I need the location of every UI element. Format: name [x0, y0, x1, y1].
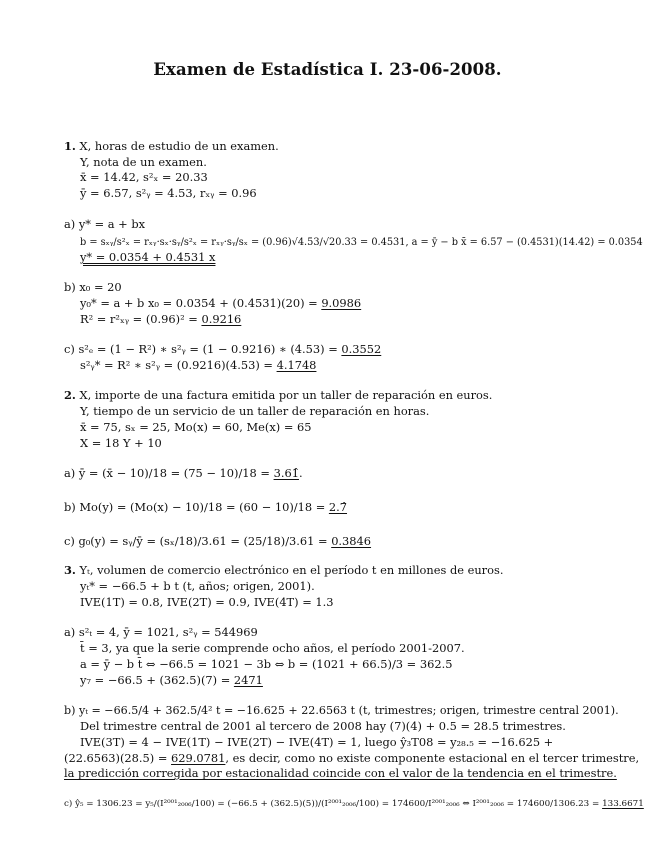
answer-line — [64, 466, 303, 481]
statement-line: x̄ = 14.42, s²ₓ = 20.33 — [80, 170, 208, 184]
equation-text: c) s²ₑ = (1 − R²) ∗ s²ᵧ = (1 − 0.9216) ∗ (4.53) = — [64, 342, 342, 356]
problem-number: 3. — [64, 563, 76, 577]
answer-line — [64, 342, 381, 357]
equation-text: c) g₀(y) = sᵧ/ȳ = (sₓ/18)/3.61 = (25/18)/3.61 = — [64, 534, 332, 548]
statement-line: Y, nota de un examen. — [80, 155, 207, 169]
final-answer: 2471 — [233, 673, 263, 687]
answer-line: IVE(3T) = 4 − IVE(1T) − IVE(2T) − IVE(4T) = 1, luego ŷ₃T08 = y₂₈.₅ = −16.625 + — [80, 735, 554, 749]
equation-text: (22.6563)(28.5) = — [64, 751, 172, 765]
answer-line — [64, 500, 347, 515]
final-answer: 4.1748 — [276, 358, 317, 372]
equation-text: s²ᵧ* = R² ∗ s²ᵧ = (0.9216)(4.53) = — [80, 358, 277, 372]
answer-line — [80, 296, 361, 311]
answer-line: a = ȳ − b t̄ ⇔ −66.5 = 1021 − 3b ⇔ b = (1021 + 66.5)/3 = 362.5 — [80, 657, 453, 671]
equation-text: , es decir, como no existe componente estacional en el tercer trimestre, — [225, 751, 640, 765]
statement-line: IVE(1T) = 0.8, IVE(2T) = 0.9, IVE(4T) = 1.3 — [80, 595, 334, 609]
statement-line: X, importe de una factura emitida por un taller de reparación en euros. — [79, 388, 493, 402]
statement-line: yₜ* = −66.5 + b t (t, años; origen, 2001). — [80, 579, 315, 593]
final-answer: 0.3846 — [331, 534, 372, 548]
page-title: Examen de Estadística I. 23-06-2008. — [153, 60, 502, 79]
statement-line: x̄ = 75, sₓ = 25, Mo(x) = 60, Me(x) = 65 — [80, 420, 312, 434]
problem-3-statement — [64, 563, 503, 578]
answer-line — [64, 766, 617, 781]
answer-line — [64, 797, 644, 812]
final-answer: 629.0781 — [171, 751, 226, 765]
statement-line: X, horas de estudio de un examen. — [79, 139, 279, 153]
answer-line — [64, 534, 371, 549]
statement-line: Y, tiempo de un servicio de un taller de reparación en horas. — [80, 404, 430, 418]
equation-text: . — [298, 466, 303, 480]
problem-1-statement — [64, 139, 279, 154]
final-answer: 133.6671 — [602, 799, 644, 809]
equation-text: R² = r²ₓᵧ = (0.96)² = — [80, 312, 202, 326]
final-answer: 2.7̂ — [328, 500, 348, 514]
answer-line — [80, 358, 316, 373]
final-answer: 0.3552 — [341, 342, 382, 356]
statement-line: ȳ = 6.57, s²ᵧ = 4.53, rₓᵧ = 0.96 — [80, 186, 257, 200]
equation-text: y₀* = a + b x₀ = 0.0354 + (0.4531)(20) = — [80, 296, 322, 310]
equation-text: c) ŷ₅ = 1306.23 = y₅/(I²⁰⁰¹₂₀₀₆/100) = (−66.5 + (362.5)(5))/(I²⁰⁰¹₂₀₀₆/100) = 174600/I²⁰⁰¹₂₀₀₆ ⇔ I²⁰⁰¹₂₀₀₆ = 174600/1306.23 = — [64, 799, 603, 809]
problem-2-statement — [64, 388, 492, 403]
answer-line — [80, 673, 263, 688]
final-answer: 9.0986 — [321, 296, 362, 310]
answer-line: b = sₓᵧ/s²ₓ = rₓᵧ·sₓ·sᵧ/s²ₓ = rₓᵧ·sᵧ/sₓ = (0.96)√4.53/√20.33 = 0.4531, a = ȳ − b x̄ = 6.57 − (0.4531)(14.42) = 0.0354 — [80, 237, 643, 248]
answer-line: b) x₀ = 20 — [64, 280, 122, 294]
answer-line — [80, 312, 241, 327]
answer-line: b) yₜ = −66.5/4 + 362.5/4² t = −16.625 + 22.6563 t (t, trimestres; origen, trimestre central 2001). — [64, 704, 619, 717]
final-answer: 3.61̂ — [273, 466, 299, 480]
statement-line: X = 18 Y + 10 — [80, 436, 162, 450]
answer-line — [80, 250, 215, 265]
equation-text: a) ȳ = (x̄ − 10)/18 = (75 − 10)/18 = — [64, 466, 274, 480]
final-answer: y* = 0.0354 + 0.4531 x — [80, 250, 216, 264]
final-answer: 0.9216 — [201, 312, 242, 326]
answer-line: a) y* = a + bx — [64, 217, 146, 231]
problem-number: 1. — [64, 139, 76, 153]
statement-line: Yₜ, volumen de comercio electrónico en el período t en millones de euros. — [79, 563, 504, 577]
answer-line: a) s²ₜ = 4, ȳ = 1021, s²ᵧ = 544969 — [64, 625, 258, 639]
final-answer: la predicción corregida por estacionalidad coincide con el valor de la tendencia en el trimestre. — [64, 766, 617, 780]
problem-number: 2. — [64, 388, 76, 402]
equation-text: y₇ = −66.5 + (362.5)(7) = — [80, 673, 234, 687]
equation-text: b) Mo(y) = (Mo(x) − 10)/18 = (60 − 10)/18 = — [64, 500, 329, 514]
answer-line: Del trimestre central de 2001 al tercero de 2008 hay (7)(4) + 0.5 = 28.5 trimestres. — [80, 719, 566, 733]
answer-line — [64, 751, 639, 766]
answer-line: t̄ = 3, ya que la serie comprende ocho años, el período 2001-2007. — [80, 641, 465, 655]
